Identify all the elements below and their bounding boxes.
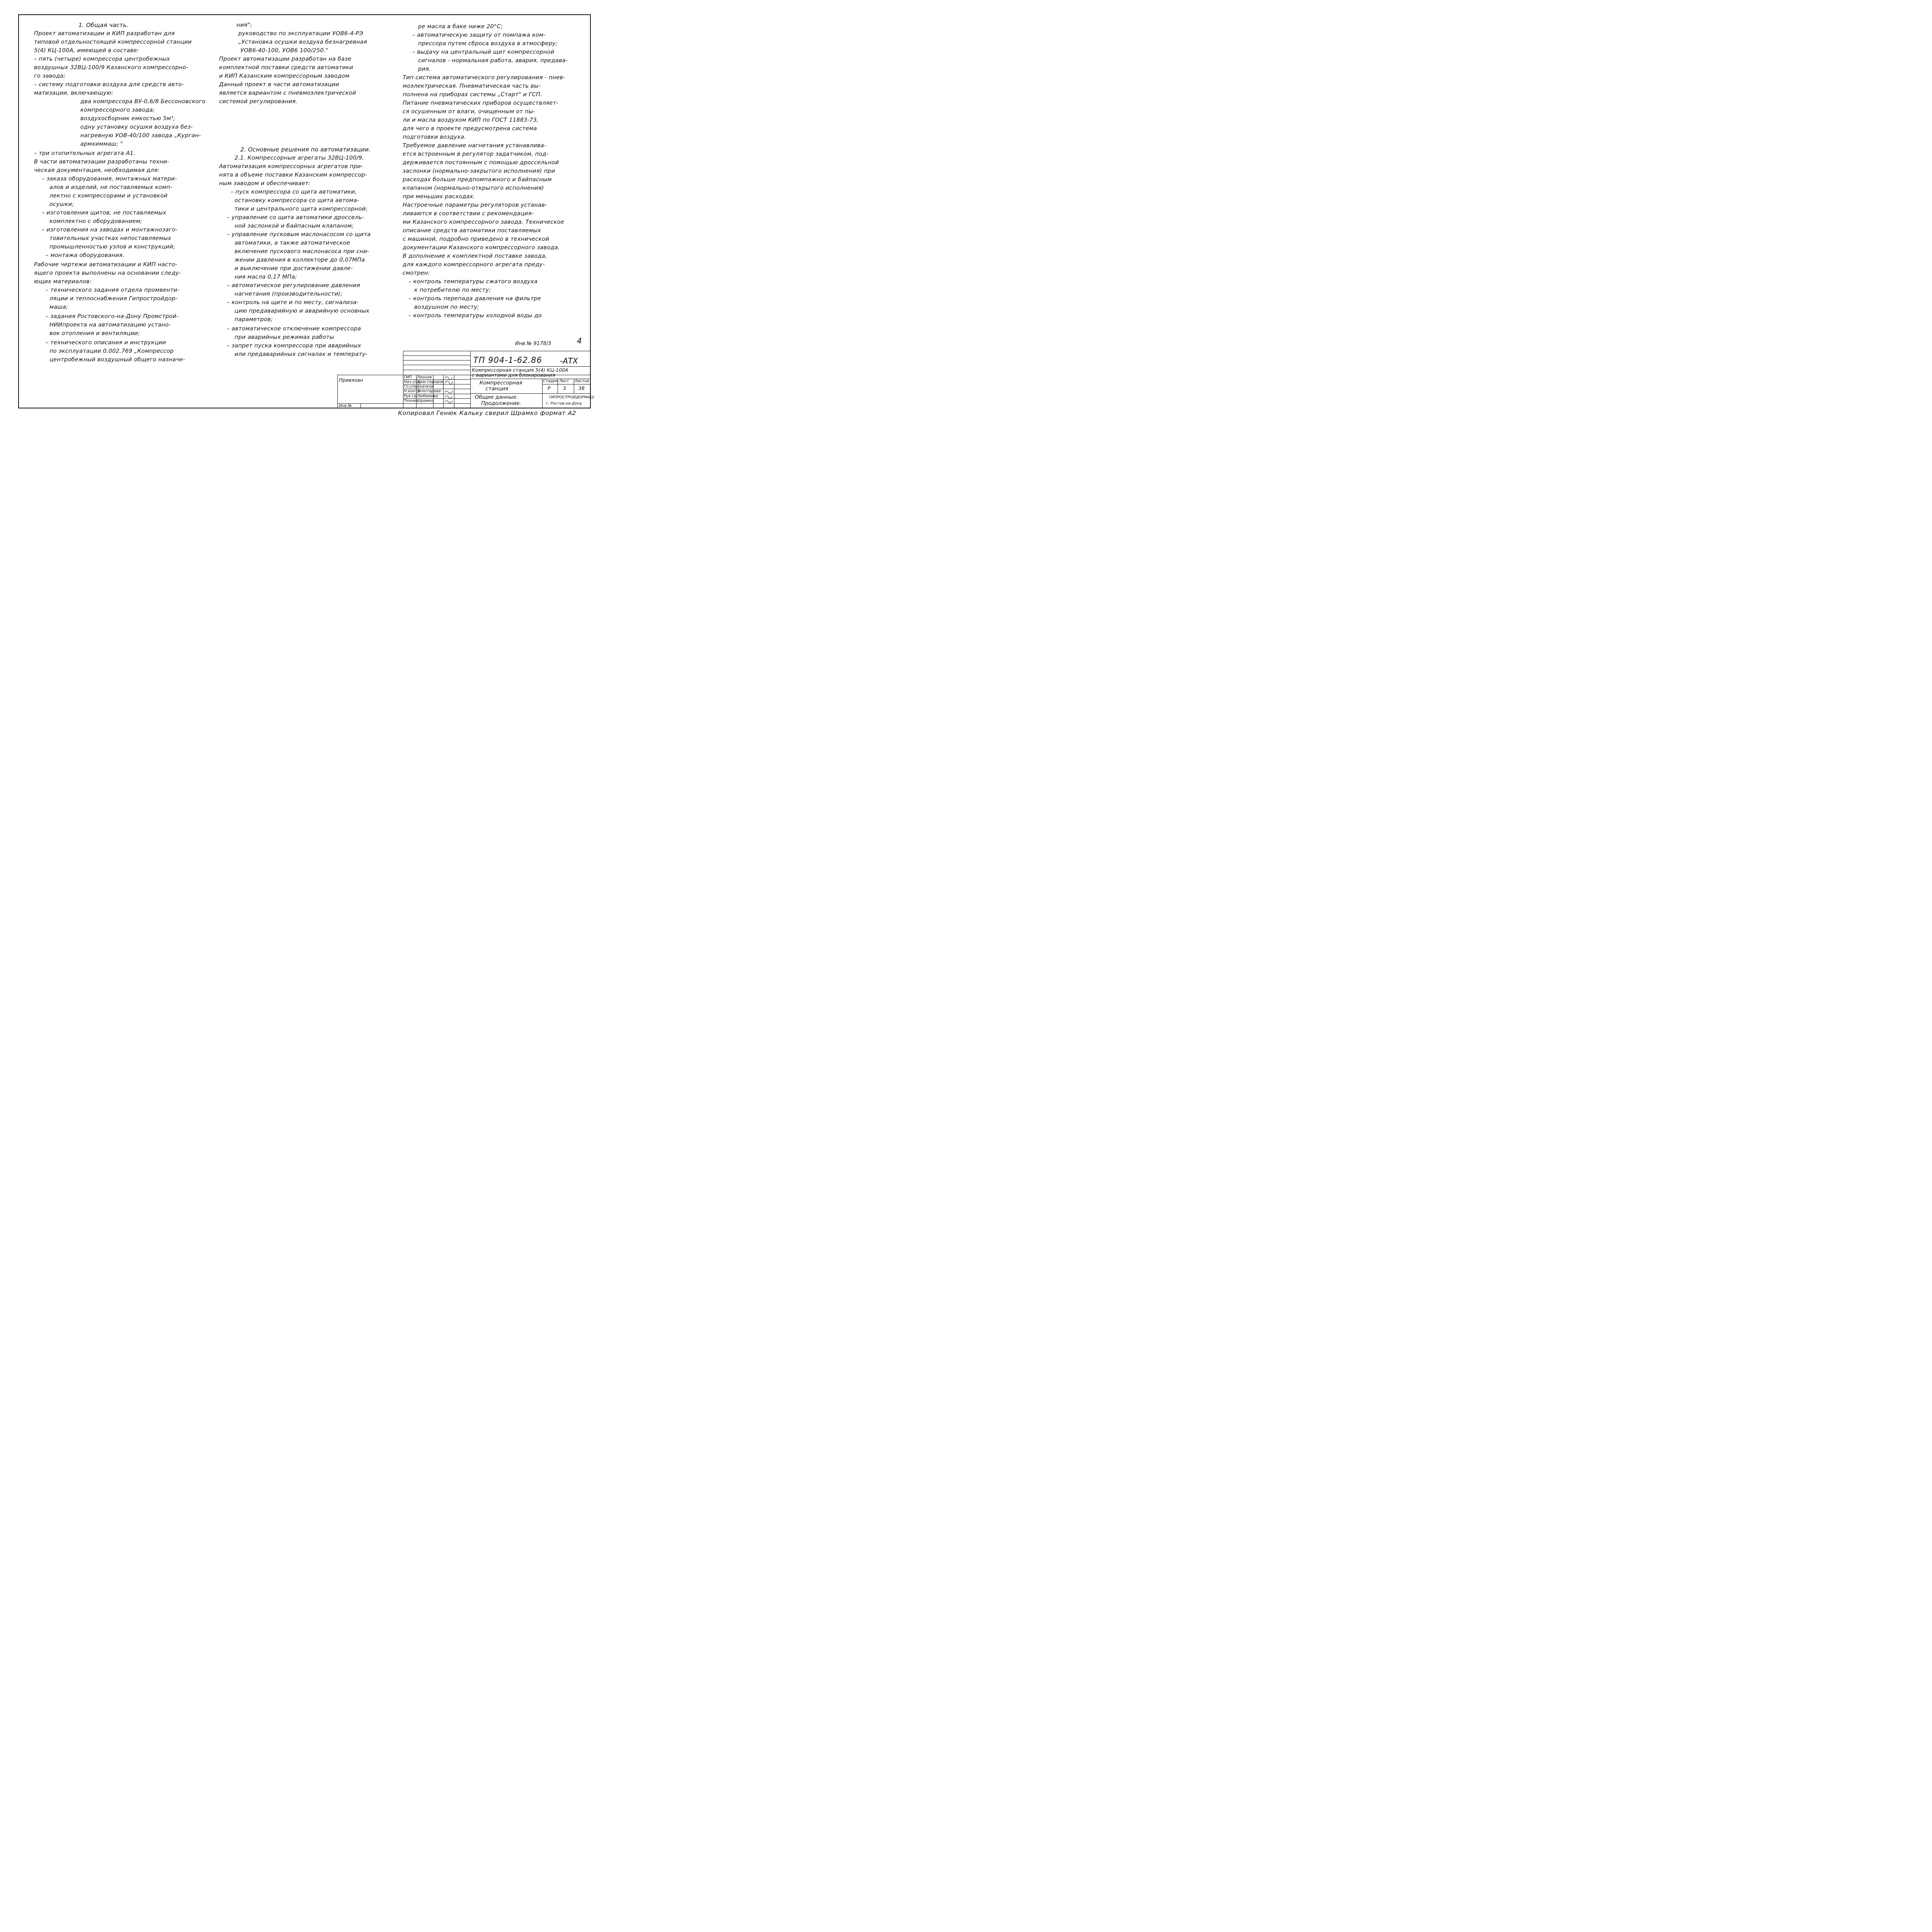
col3-line-19: клапаном (нормально-открытого исполнения) — [403, 185, 544, 191]
col2-line-17: тики и центрального щита компрессорной; — [235, 206, 368, 212]
col1-line-12: одну установку осушки воздуха без- — [80, 124, 193, 130]
col1-line-36: вок отопления и вентиляции; — [49, 330, 140, 337]
col3-line-32: – контроль перепада давления на фильтре — [408, 296, 541, 302]
sheet-corner-number: 4 — [577, 336, 582, 345]
project-name-2: с вариантами для блокирования — [472, 372, 555, 378]
col3-line-8: полнена на приборах системы „Старт" и ГСП. — [403, 92, 543, 98]
col3-line-11: ли и масла воздухом КИП по ГОСТ 11883-73, — [403, 117, 539, 123]
col1-line-16: В части автоматизации разработаны техни- — [34, 159, 169, 165]
col3-line-3: – выдачу на центральный щит компрессорной — [412, 49, 554, 55]
name-hristoforov: Христофоров — [417, 380, 444, 384]
col2-line-23: жении давления в коллекторе до 0,07МПа — [235, 257, 365, 263]
col3-line-26: документации Казанского компрессорного завода. — [403, 245, 560, 251]
col2-line-4: Проект автоматизации разработан на базе — [219, 56, 352, 62]
col3-line-0: ре масла в баке ниже 20°С; — [418, 24, 503, 30]
col1-line-14: армхиммаш; " — [80, 141, 123, 147]
col2-line-24: и выключение при достижении давле- — [235, 265, 353, 272]
col3-line-25: с машиной, подробно приведено в технической — [403, 236, 549, 242]
signatures-icon — [444, 375, 454, 403]
col2-line-6: и КИП Казанским компрессорным заводом — [219, 73, 350, 79]
sheet-label: Лист — [559, 379, 569, 383]
col2-line-14: ным заводом и обеспечивает: — [219, 180, 311, 187]
col3-line-21: Настроечные параметры регуляторов устанав- — [403, 202, 547, 208]
col3-line-7: моэлектрическая. Пневматическая часть вы- — [403, 83, 541, 89]
col1-line-21: осушки; — [49, 201, 74, 207]
document-code-suffix: -АТХ — [560, 356, 578, 366]
sheet-value: 3 — [563, 385, 566, 391]
col1-line-27: – монтажа оборудования. — [46, 252, 124, 259]
col1-line-38: по эксплуатации 0.002.769 „Компрессор — [49, 348, 174, 354]
object-name-2: станция — [486, 386, 509, 392]
col1-line-1: Проект автоматизации и КИП разработан для — [34, 31, 175, 37]
organization-name: ГИПРОСТРОЙДОРМАШ — [549, 395, 594, 400]
col1-line-25: товительных участках непоставляемых — [49, 235, 172, 242]
col2-line-2: „Установка осушки воздуха безнагревная — [238, 39, 367, 45]
col1-line-0: 1. Общая часть. — [78, 22, 129, 29]
col1-line-29: ящего проекта выполнены на основании следу- — [34, 270, 181, 276]
project-name-1: Компрессорная станция 5(4) КЦ-100А — [472, 367, 568, 373]
col1-line-30: ющих материалов: — [34, 279, 92, 285]
col1-line-4: – пять (четыре) компрессора центробежных — [34, 56, 170, 62]
inventory-number: Инв № 9178/3 — [515, 341, 551, 347]
privyazan-label: Привязан — [339, 377, 363, 383]
col1-line-33: маша; — [49, 304, 68, 310]
col1-line-19: алов и изделий, не поставляемых комп- — [49, 184, 172, 190]
col3-line-15: ется встроенным в регулятор задатчиком, под- — [403, 151, 549, 157]
col3-line-22: ливаются в соответствии с рекомендация- — [403, 211, 534, 217]
footer-note: Копировал Генюк Кальку сверил Шрамко формат А2 — [398, 410, 577, 417]
col1-line-11: воздухосборник емкостью 5м³; — [80, 116, 175, 122]
col1-line-18: – заказа оборудования, монтажных матери- — [42, 176, 177, 182]
col2-line-8: является вариантом с пневмоэлектрической — [219, 90, 356, 96]
col2-line-28: – контроль на щите и по месту, сигнализа- — [227, 299, 359, 306]
col2-line-12: Автоматизация компрессорных агрегатов при- — [219, 163, 363, 170]
col2-line-26: – автоматическое регулирование давления — [227, 282, 360, 289]
col3-line-2: прессора путем сброса воздуха в атмосферу; — [418, 41, 558, 47]
organization-city: г. Ростов-на-Дону — [546, 401, 582, 406]
col2-line-5: комплектной поставки средств автоматики — [219, 65, 353, 71]
col1-line-23: комплектно с оборудованием; — [49, 218, 143, 224]
col2-line-16: остановку компрессора со щита автома- — [235, 197, 359, 204]
col2-line-29: цию предаварийную и аварийную основных — [235, 308, 370, 314]
col1-line-6: го завода; — [34, 73, 66, 79]
col3-line-16: держивается постоянным с помощью дроссельной — [403, 160, 559, 166]
col2-line-32: при аварийных режимах работы — [235, 334, 334, 340]
col2-line-0: ния"; — [236, 22, 252, 28]
col2-line-13: нята в объеме поставки Казанским компрессор- — [219, 172, 367, 178]
col1-line-35: НИИпроекта на автоматизацию устано- — [49, 322, 171, 328]
col2-line-10: 2. Основные решения по автоматизации. — [240, 146, 371, 153]
stage-label: Стадия — [543, 379, 558, 383]
name-zolotareva: Золотарева — [417, 389, 441, 393]
col2-line-7: Данный проект в части автоматизации — [219, 82, 339, 88]
title-block — [337, 351, 594, 408]
col2-line-20: – управление пусковым маслонасосом со щита — [227, 231, 371, 238]
col2-line-9: системой регулирования. — [219, 99, 298, 105]
role-ruk-gr: Рук.гр. — [404, 394, 418, 398]
col3-line-33: воздушном по месту; — [414, 304, 480, 310]
col1-line-5: воздушных 32ВЦ-100/9 Казанского компрессорно- — [34, 65, 189, 71]
col3-line-14: Требуемое давление нагнетания устанавлива- — [403, 143, 546, 149]
col3-line-29: смотрен: — [403, 270, 430, 276]
col3-line-20: при меньших расходах. — [403, 194, 475, 200]
col3-line-9: Питание пневматических приборов осуществляет- — [403, 100, 559, 106]
col1-line-24: – изготовления на заводах и монтажнозаго- — [42, 227, 178, 233]
role-gip: ГИП — [404, 375, 412, 379]
col1-line-26: промышленностью узлов и конструкций; — [49, 244, 175, 250]
col3-line-34: – контроль температуры холодной воды до — [408, 313, 542, 319]
col1-line-9: два компрессора ВУ-0,6/8 Бессоновского — [80, 99, 206, 105]
name-leonov: Леонов — [417, 375, 432, 379]
col2-line-18: – управление со щита автоматики дроссель- — [227, 214, 364, 221]
name-lyubimova: Любимова — [417, 394, 438, 398]
col1-line-2: типовой отдельностоящей компрессорной станции — [34, 39, 192, 45]
col3-line-30: – контроль температуры сжатого воздуха — [408, 279, 538, 285]
col2-line-34: или предаварийных сигналах и температу- — [235, 351, 368, 357]
col1-line-28: Рабочие чертежи автоматизации и КИП насто- — [34, 262, 177, 268]
col1-line-34: – задания Ростовского-на-Дону Промстрой- — [46, 313, 179, 320]
col3-line-1: – автоматическую защиту от помпажа ком- — [412, 32, 546, 38]
col3-line-12: для чего в проекте предусмотрена система — [403, 126, 537, 132]
col1-line-7: – систему подготовки воздуха для средств авто- — [34, 82, 184, 88]
role-technik: Техник — [404, 399, 418, 403]
name-shramko: Шрамко — [417, 399, 434, 403]
col2-line-19: ной заслонкой и байпасным клапаном; — [235, 223, 354, 229]
col2-line-3: УОВ6-40-100, УОВ6 100/250." — [240, 48, 328, 54]
col1-line-39: центробежный воздушный общего назначе- — [49, 357, 185, 363]
document-code: ТП 904-1-62.86 — [473, 355, 543, 365]
inv-label: Инв.№ — [339, 404, 352, 408]
col1-line-32: ляции и теплоснабжения Гипростройдор- — [49, 296, 178, 302]
col3-line-17: заслонки (нормально-закрытого исполнения) при — [403, 168, 555, 174]
sheets-label: Листов — [575, 379, 589, 383]
col3-line-4: сигналов - нормальная работа, авария, предава- — [418, 58, 568, 64]
col1-line-15: – три отопительных агрегата А1. — [34, 150, 136, 156]
sheet-title-1: Общие данные. — [475, 394, 518, 400]
col2-line-11: 2.1. Компрессорные агрегаты 32ВЦ-100/9. — [235, 155, 364, 161]
sheets-value: 38 — [578, 385, 585, 391]
col3-line-6: Тип система автоматического регулирования - пнев- — [403, 75, 565, 81]
col2-line-21: автоматики, а также автоматическое — [235, 240, 350, 246]
col1-line-13: нагревную УОВ-40/100 завода „Курган- — [80, 133, 201, 139]
col2-line-33: – запрет пуска компрессора при аварийных — [227, 343, 361, 349]
col2-line-27: нагнетания (производительности); — [235, 291, 343, 297]
col2-line-1: руководство по эксплуатации УОВ6-4-РЭ — [238, 31, 364, 37]
role-nach-otd: Нач.отд — [404, 380, 420, 384]
col1-line-8: матизации, включающую: — [34, 90, 114, 96]
col3-line-10: ся осушенным от влаги, очищенным от пы- — [403, 109, 535, 115]
col3-line-27: В дополнение к комплектной поставке завода, — [403, 253, 547, 259]
col3-line-13: подготовки воздуха. — [403, 134, 466, 140]
col2-line-25: ния масла 0,17 МПа; — [235, 274, 297, 280]
object-name-1: Компрессорная — [480, 380, 522, 386]
col3-line-28: для каждого компрессорного агрегата преду- — [403, 262, 545, 268]
role-n-kontr: Н.контр — [404, 389, 420, 393]
sheet-title-2: Продолжение. — [481, 400, 521, 406]
col1-line-31: – технического задания отдела промвенти- — [46, 287, 180, 293]
col2-line-31: – автоматическое отключение компрессора — [227, 326, 361, 332]
col2-line-30: параметров; — [235, 316, 273, 323]
col1-line-3: 5(4) КЦ-100А, имеющей в составе: — [34, 48, 139, 54]
col1-line-10: компрессорного завода; — [80, 107, 155, 113]
col1-line-17: ческая документация, необходимая для: — [34, 167, 160, 173]
col1-line-37: – технического описания и инструкции — [46, 340, 166, 346]
role-gl-spec: Гл.спец — [404, 384, 420, 389]
col3-line-23: ми Казанского компрессорного завода. Техническое — [403, 219, 564, 225]
col3-line-24: описание средств автоматики поставляемых — [403, 228, 541, 234]
col2-line-22: включение пускового маслонасоса при сни- — [235, 248, 369, 255]
col3-line-31: к потребителю по месту; — [414, 287, 491, 293]
col1-line-20: лектно с компрессорами и установкой — [49, 193, 168, 199]
col1-line-22: – изготовления щитов, не поставляемых — [42, 210, 167, 216]
col2-line-15: – пуск компрессора со щита автоматики, — [231, 189, 357, 195]
name-skachkov: Скачков — [417, 384, 434, 389]
col3-line-18: расходах больше предпомпажного и байпасным — [403, 177, 552, 183]
col3-line-5: рия. — [418, 66, 431, 72]
stage-value: Р — [548, 385, 551, 391]
